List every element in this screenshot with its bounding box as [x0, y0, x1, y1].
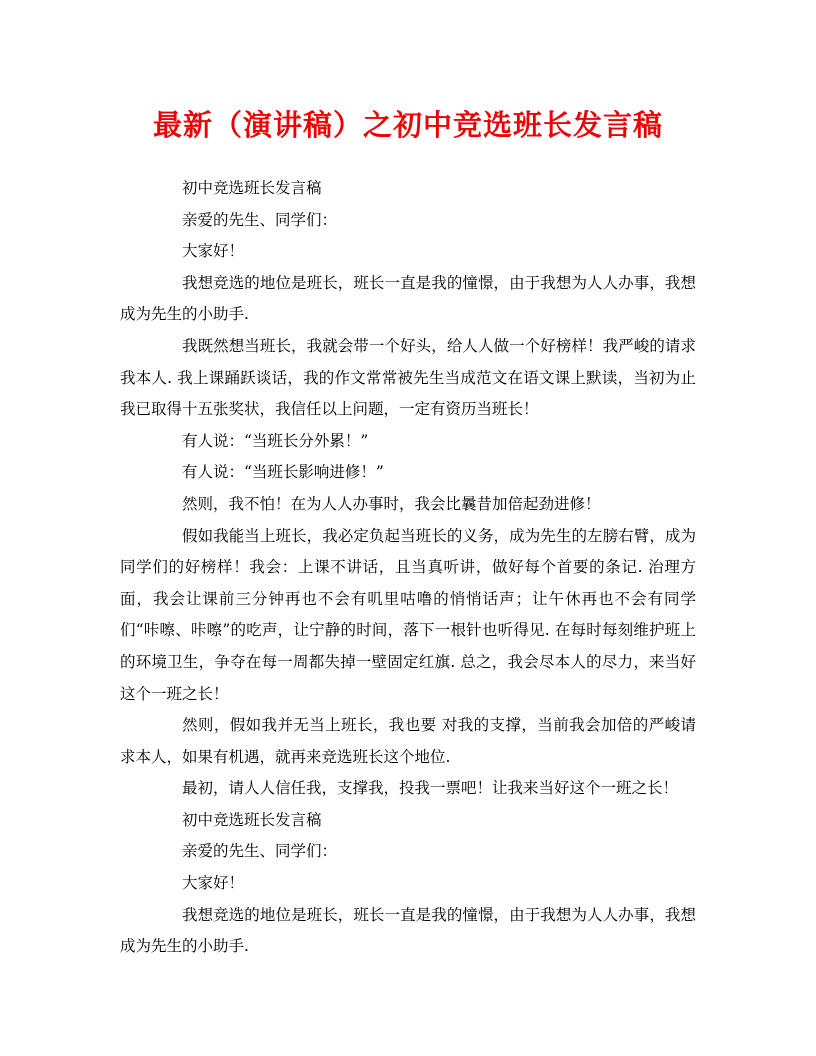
paragraph-greeting: 大家好！ — [182, 242, 245, 261]
paragraph: 然则，我不怕！在为人人办事时，我会比曩昔加倍起劲进修！ — [182, 494, 601, 513]
document-title: 最新（演讲稿）之初中竞选班长发言稿 — [152, 108, 663, 142]
paragraph-greeting: 大家好！ — [182, 874, 245, 893]
paragraph: 最初，请人人信任我，支撑我，投我一票吧！让我来当好这个一班之长！ — [182, 779, 679, 798]
document-body — [120, 173, 696, 963]
paragraph: 有人说：“当班长影响进修！” — [182, 463, 384, 482]
paragraph: 有人说：“当班长分外累！” — [182, 431, 369, 450]
paragraph: 假如我能当上班长，我必定负起当班长的义务，成为先生的左膀右臂，成为同学们的好榜样！我会：上课不讲话，且当真听讲，做好每个首要的条记. 治理方面，我会让课前三分钟再也不会有叽里咕噜的悄悄话声；让午休再也不会有同学们“咔嚓、咔嚓”的吃声，让宁静的时间，落下一根针也听得见. 在每时每刻维护班上的环境卫生，争夺在每一周都失掉一壁固定红旗. 总之，我会尽本人的尽力，来当好这个一班之长！ — [120, 526, 696, 703]
paragraph: 我想竞选的地位是班长，班长一直是我的憧憬，由于我想为人人办事，我想成为先生的小助手. — [120, 905, 696, 956]
paragraph-heading: 初中竞选班长发言稿 — [182, 810, 322, 829]
paragraph: 我既然想当班长，我就会带一个好头，给人人做一个好榜样！我严峻的请求我本人. 我上课踊跃谈话，我的作文常常被先生当成范文在语文课上默读，当初为止我已取得十五张奖状，我信任以上问题，一定有资历当班长！ — [120, 336, 696, 419]
paragraph-salutation: 亲爱的先生、同学们： — [182, 210, 338, 229]
paragraph-heading: 初中竞选班长发言稿 — [182, 179, 322, 197]
paragraph-salutation: 亲爱的先生、同学们： — [182, 842, 338, 861]
paragraph: 我想竞选的地位是班长，班长一直是我的憧憬，由于我想为人人办事，我想成为先生的小助手. — [120, 273, 696, 324]
paragraph: 然则，假如我并无当上班长，我也要 对我的支撑，当前我会加倍的严峻请求本人，如果有机遇，就再来竞选班长这个地位. — [120, 716, 696, 766]
